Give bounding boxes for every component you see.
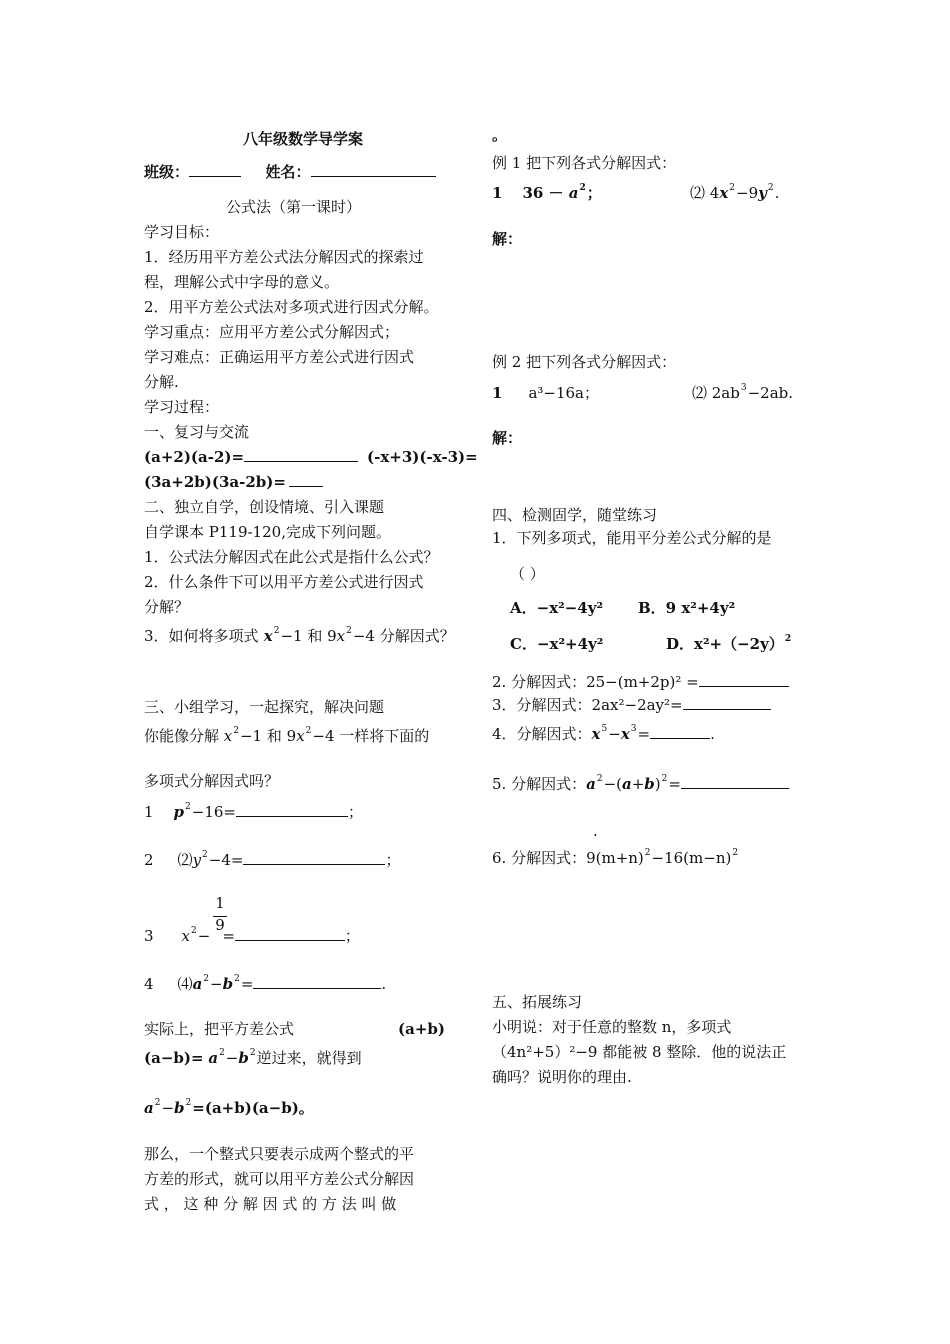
test-5: 5. 分解因式：$a^2-(a+b)^2=$ xyxy=(492,773,789,798)
example-1-b-expr2: −9 xyxy=(736,184,759,202)
objective-2: 2．用平方差公式法对多项式进行因式分解。 xyxy=(144,298,439,316)
test-2-blank xyxy=(699,672,789,687)
example-1-b: ⑵ $4x^2-9y^2$. xyxy=(690,183,780,202)
section-5-heading: 五、拓展练习 xyxy=(492,993,583,1011)
conclusion-line-1: 那么，一个整式只要表示成两个整式的平 xyxy=(144,1145,415,1163)
review-2: (-x+3)(-x-3)= xyxy=(367,448,478,466)
review-1-expr: (a+2)(a-2)= xyxy=(144,448,245,466)
difficulty-line-2: 分解. xyxy=(144,373,179,391)
name-label: 姓名： xyxy=(265,163,311,181)
question-2-line-2: 分解？ xyxy=(144,598,190,616)
test-4-post: = xyxy=(637,725,651,743)
test-1-paren: （ ） xyxy=(510,565,545,583)
fact-ab: (a+b) xyxy=(398,1020,445,1038)
solve-1: 解： xyxy=(492,230,523,248)
example-1-heading: 例 1 把下列各式分解因式： xyxy=(492,154,677,172)
practice-4: 4 $⑷a^2-b^2=$ . xyxy=(144,974,387,993)
test-6-mid: (m+n) xyxy=(595,849,644,867)
test-2-expr: 2. 分解因式：25−(m+2p)² = xyxy=(492,673,699,691)
example-2-heading: 例 2 把下列各式分解因式： xyxy=(492,353,677,371)
fact-line-2: $(a-b)= a^2-b^2$逆过来，就得到 xyxy=(144,1048,362,1067)
practice-4-expr: = xyxy=(240,975,254,993)
top-dot: 。 xyxy=(492,126,508,144)
fraction-numerator: 1 xyxy=(215,894,225,912)
test-6: 6. 分解因式：$9(m+n)^2-16(m-n)^2$ xyxy=(492,848,739,867)
practice-2-blank xyxy=(243,850,385,865)
name-blank xyxy=(311,162,436,177)
fact-line-2-a: (a−b)= xyxy=(144,1049,204,1067)
key-point: 学习重点：应用平方差公式分解因式； xyxy=(144,323,400,341)
solve-2: 解： xyxy=(492,429,523,447)
option-d: D．$x^2+(-2y)^2$ xyxy=(666,634,792,653)
example-2-a-expr: a³−16a； xyxy=(528,384,599,402)
section-4-heading: 四、检测固学，随堂练习 xyxy=(492,506,658,524)
practice-3-num: 3 xyxy=(144,927,154,945)
review-3-blank xyxy=(289,472,323,487)
test-4: 4．分解因式：$x^5-x^3=$ . xyxy=(492,724,715,743)
test-4-pre: 4．分解因式： xyxy=(492,725,592,743)
option-c: C．−x²+4y² xyxy=(510,635,604,653)
practice-2-expr: −4= xyxy=(208,851,244,869)
practice-3-blank xyxy=(235,926,345,941)
review-3-expr: (3a+2b)(3a-2b)= xyxy=(144,473,286,491)
practice-4-blank xyxy=(253,974,381,989)
objectives-heading: 学习目标： xyxy=(144,223,220,241)
practice-3-eq: = xyxy=(222,927,235,945)
extension-line-1: 小明说：对于任意的整数 n，多项式 xyxy=(492,1018,732,1036)
question-2-line-1: 2．什么条件下可以用平方差公式进行因式 xyxy=(144,573,424,591)
section-3-heading: 三、小组学习，一起探究，解决问题 xyxy=(144,698,385,716)
objective-1-line-1: 1．经历用平方差公式法分解因式的探索过 xyxy=(144,248,424,266)
practice-1-expr: −16= xyxy=(191,803,237,821)
self-study-note: 自学课本 P119-120,完成下列问题。 xyxy=(144,523,391,541)
test-5-post: = xyxy=(668,775,681,793)
test-6-post: −16(m−n) xyxy=(651,849,732,867)
page-title: 八年级数学导学案 xyxy=(243,130,364,148)
conclusion-line-2: 方差的形式，就可以用平方差公式分解因 xyxy=(144,1170,415,1188)
option-a: A．−x²−4y² xyxy=(510,599,604,617)
option-b: B．9 x²+4y² xyxy=(638,599,736,617)
practice-2-prefix: ⑵ xyxy=(177,851,193,869)
difficulty-line-1: 学习难点：正确运用平方差公式进行因式 xyxy=(144,348,415,366)
explore-pre: 你能像分解 xyxy=(144,727,220,745)
practice-4-num: 4 xyxy=(144,975,154,993)
practice-4-prefix: ⑷ xyxy=(177,975,193,993)
test-3-expr: 3．分解因式：2ax²−2ay²= xyxy=(492,696,683,714)
objective-1-line-2: 程，理解公式中字母的意义。 xyxy=(144,273,340,291)
question-3-pre: 3．如何将多项式 xyxy=(144,627,259,645)
practice-1-blank xyxy=(236,802,348,817)
practice-3: 3 $x^2-$ = ； xyxy=(144,926,360,945)
test-2 xyxy=(492,671,789,693)
explore-line-2: 多项式分解因式吗？ xyxy=(144,772,280,790)
process-heading: 学习过程： xyxy=(144,398,220,416)
conclusion-line-3: 式 ， 这 种 分 解 因 式 的 方 法 叫 做 xyxy=(144,1195,397,1213)
extension-line-3: 确吗？说明你的理由. xyxy=(492,1068,632,1086)
example-2-b-expr: ⑵ 2ab xyxy=(692,384,740,402)
practice-1: 1 $p^2-16=$ ； xyxy=(144,802,364,821)
example-1-b-expr: ⑵ 4 xyxy=(690,184,720,202)
test-4-blank xyxy=(650,724,710,739)
example-1-a-num: 1 xyxy=(492,184,503,202)
review-3 xyxy=(144,471,323,493)
question-1: 1．公式法分解因式在此公式是指什么公式？ xyxy=(144,548,439,566)
question-3-mid: −1 和 9 xyxy=(280,627,337,645)
fact-line-2-b: 逆过来，就得到 xyxy=(256,1049,362,1067)
test-5-pre: 5. 分解因式： xyxy=(492,775,587,793)
example-1-a: 1 $36 - a^2$； xyxy=(492,183,602,202)
review-1 xyxy=(144,446,358,468)
example-2-b-expr2: −2ab. xyxy=(747,384,794,402)
explore-line-1: 你能像分解 $x^2-1$ 和 $9x^2-4$ 一样将下面的 xyxy=(144,726,430,745)
section-1-heading: 一、复习与交流 xyxy=(144,423,250,441)
example-2-a xyxy=(492,382,599,404)
review-1-blank xyxy=(244,447,358,462)
test-5-blank xyxy=(681,774,789,789)
test-3 xyxy=(492,694,771,716)
question-3-post: −4 分解因式？ xyxy=(352,627,455,645)
example-2-a-num: 1 xyxy=(492,384,503,402)
practice-2-num: 2 xyxy=(144,851,154,869)
explore-post: −4 一样将下面的 xyxy=(312,727,430,745)
test-3-blank xyxy=(683,695,771,710)
option-d-expr: D．x²+（−2y） xyxy=(666,635,784,653)
test-1: 1．下列多项式，能用平分差公式分解的是 xyxy=(492,529,772,547)
practice-1-num: 1 xyxy=(144,803,154,821)
lesson-title: 公式法（第一课时） xyxy=(226,198,362,216)
class-blank xyxy=(189,162,241,177)
test-5-dot: . xyxy=(593,822,598,840)
extension-line-2: （4n²+5）²−9 都能被 8 整除．他的说法正 xyxy=(492,1043,787,1061)
formula-line: $a^2-b^2=(a+b)(a-b)$。 xyxy=(144,1098,314,1117)
question-3: 3．如何将多项式 $x^2-1$ 和 $9x^2-4$ 分解因式？ xyxy=(144,626,455,645)
practice-2: 2 $⑵y^2-4=$ ； xyxy=(144,850,401,869)
fraction-denominator: 9 xyxy=(215,916,225,934)
section-2-heading: 二、独立自学，创设情境、引入课题 xyxy=(144,498,385,516)
example-1-a-expr: 36 － xyxy=(522,184,564,202)
example-2-b: ⑵ $2ab^3-2ab$. xyxy=(692,383,794,402)
class-name-line xyxy=(144,161,436,183)
explore-mid: −1 和 9 xyxy=(239,727,297,745)
test-6-pre: 6. 分解因式：9 xyxy=(492,849,596,867)
fact-line-1: 实际上，把平方差公式 xyxy=(144,1020,295,1038)
formula: =(a+b)(a−b)。 xyxy=(192,1099,314,1117)
class-label: 班级： xyxy=(144,163,190,181)
